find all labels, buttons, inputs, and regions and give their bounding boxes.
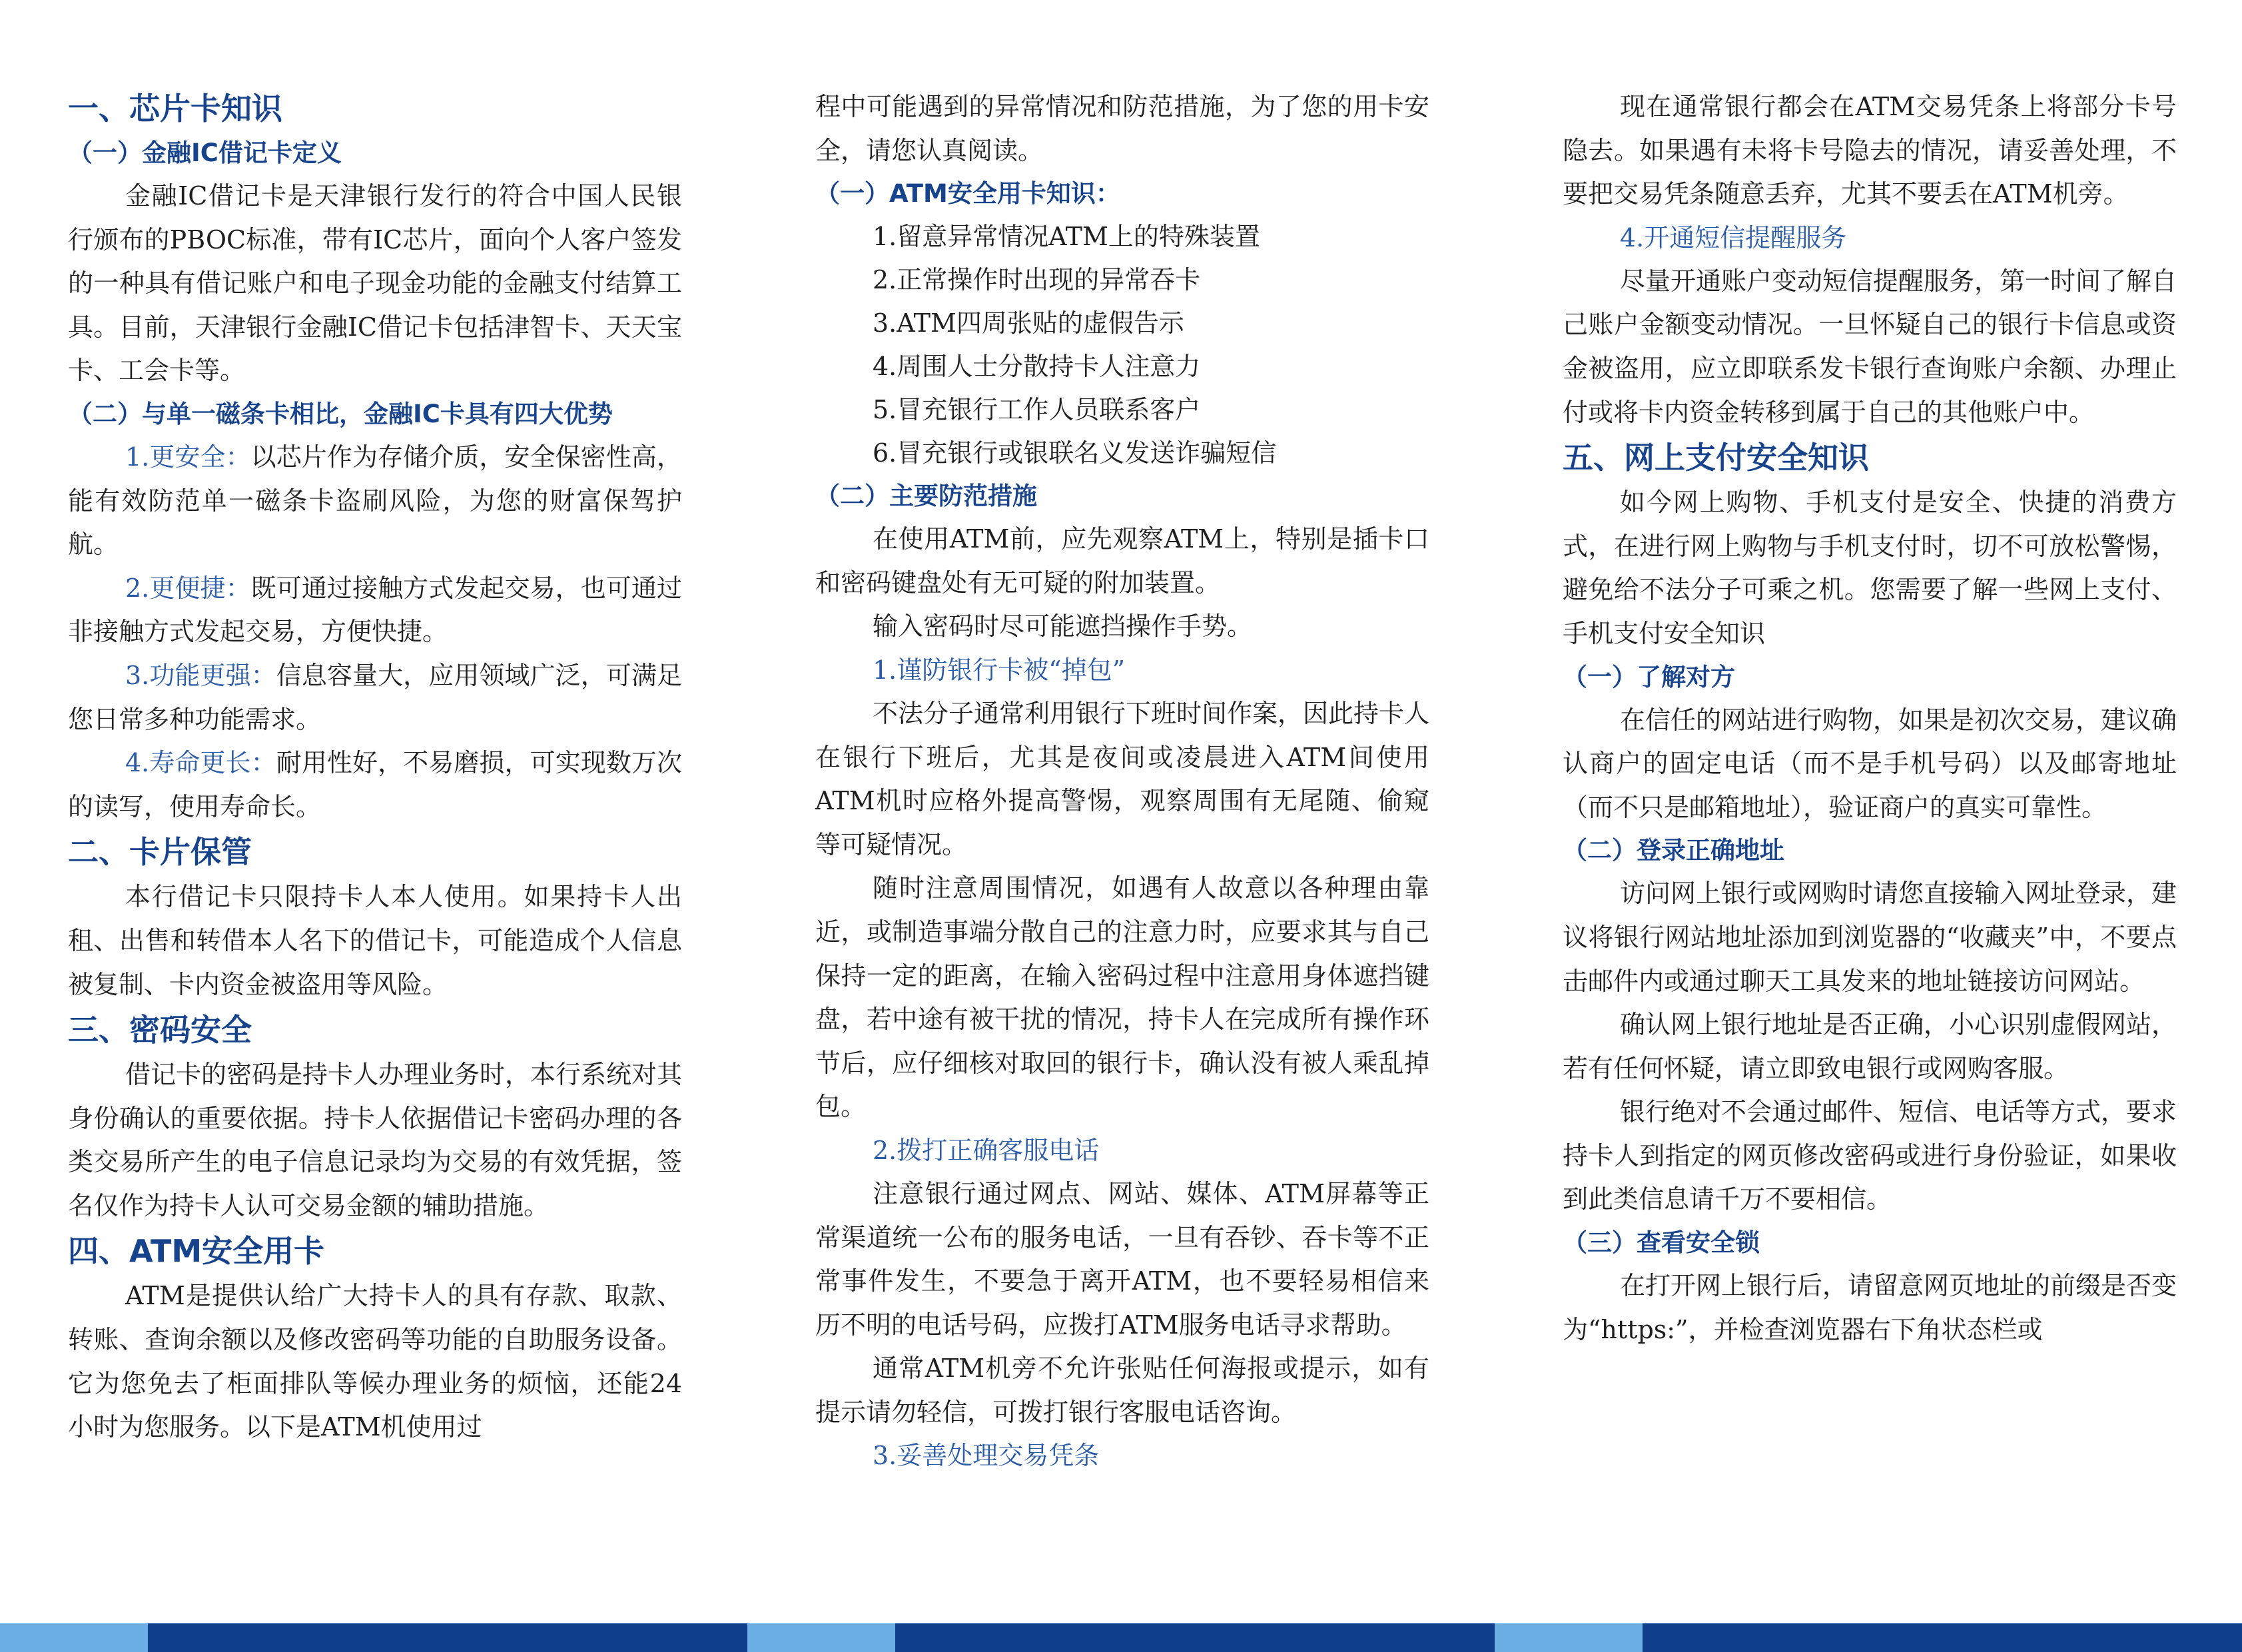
minor-heading-sms-alerts: 4.开通短信提醒服务: [1620, 222, 1847, 252]
advantage-item: [68, 567, 682, 654]
column-3: [1563, 85, 2177, 1352]
advantage-lead: 1.更安全：: [125, 442, 251, 472]
paragraph-card-swap-2: 随时注意周围情况，如遇有人故意以各种理由靠近，或制造事端分散自己的注意力时，应要求其与自己保持一定的距离，在输入密码过程中注意用身体遮挡键盘，若中途有被干扰的情况，持卡人在完成所有操作环节后，应仔细核对取回的银行卡，确认没有被人乘乱掉包。: [815, 873, 1429, 1122]
paragraph-chip-card-definition: 金融IC借记卡是天津银行发行的符合中国人民银行颁布的PBOC标准，带有IC芯片，面向个人客户签发的一种具有借记账户和电子现金功能的金融支付结算工具。目前，天津银行金融IC借记卡包括津智卡、天天宝卡、工会卡等。: [68, 181, 682, 386]
footer-band-segment-light: [1495, 1623, 1643, 1652]
minor-heading-service-phone: 2.拨打正确客服电话: [873, 1135, 1100, 1165]
paragraph-measures-2: 输入密码时尽可能遮挡操作手势。: [873, 612, 1253, 641]
advantage-text: 耐用性好，不易磨损，可实现数万次的读写，使用寿命长。: [68, 748, 682, 821]
list-item: 6.冒充银行或银联名义发送诈骗短信: [873, 438, 1277, 468]
paragraph-security-lock: 在打开网上银行后，请留意网页地址的前缀是否变为“https:”，并检查浏览器右下角状态栏或: [1563, 1271, 2177, 1344]
subheading-main-measures: （二）主要防范措施: [815, 482, 1037, 511]
paragraph-service-phone-1: 注意银行通过网点、网站、媒体、ATM屏幕等正常渠道统一公布的服务电话，一旦有吞钞、吞卡等不正常事件发生，不要急于离开ATM，也不要轻易相信来历不明的电话号码，应拨打ATM服务电话寻求帮助。: [815, 1178, 1429, 1340]
footer-band-segment-light: [747, 1623, 895, 1652]
paragraph-receipts: 现在通常银行都会在ATM交易凭条上将部分卡号隐去。如果遇有未将卡号隐去的情况，请妥善处理，不要把交易凭条随意丢弃，尤其不要丢在ATM机旁。: [1563, 92, 2177, 209]
footer-band-segment-dark: [895, 1623, 1495, 1652]
paragraph-online-payment: 如今网上购物、手机支付是安全、快捷的消费方式，在进行网上购物与手机支付时，切不可放松警惕，避免给不法分子可乘之机。您需要了解一些网上支付、手机支付安全知识: [1563, 488, 2177, 648]
list-item: 2.正常操作时出现的异常吞卡: [873, 265, 1201, 295]
advantage-text: 既可通过接触方式发起交易，也可通过非接触方式发起交易，方便快捷。: [68, 573, 682, 647]
advantage-lead: 2.更便捷：: [125, 573, 251, 603]
paragraph-sms-alerts: 尽量开通账户变动短信提醒服务，第一时间了解自己账户金额变动情况。一旦怀疑自己的银行卡信息或资金被盗用，应立即联系发卡银行查询账户余额、办理止付或将卡内资金转移到属于自己的其他账户中。: [1563, 266, 2177, 427]
list-item: 4.周围人士分散持卡人注意力: [873, 352, 1201, 382]
advantage-lead: 3.功能更强：: [125, 660, 276, 690]
paragraph-card-custody: 本行借记卡只限持卡人本人使用。如果持卡人出租、出售和转借本人名下的借记卡，可能造成个人信息被复制、卡内资金被盗用等风险。: [68, 882, 682, 999]
paragraph-measures-1: 在使用ATM前，应先观察ATM上，特别是插卡口和密码键盘处有无可疑的附加装置。: [815, 524, 1429, 598]
footer-band-segment-light: [0, 1623, 148, 1652]
footer-color-band: [0, 1623, 2242, 1652]
advantage-item: [68, 436, 682, 567]
subheading-atm-knowledge: （一）ATM安全用卡知识：: [815, 179, 1120, 208]
advantage-lead: 4.寿命更长：: [125, 748, 276, 778]
subheading-correct-address: （二）登录正确地址: [1563, 836, 1784, 865]
paragraph-card-swap-1: 不法分子通常利用银行下班时间作案，因此持卡人在银行下班后，尤其是夜间或凌晨进入ATM间使用ATM机时应格外提高警惕，观察周围有无尾随、偷窥等可疑情况。: [815, 698, 1430, 859]
paragraph-correct-address-2: 确认网上银行地址是否正确，小心识别虚假网站，若有任何怀疑，请立即致电银行或网购客服。: [1563, 1010, 2177, 1083]
advantage-text: 以芯片作为存储介质，安全保密性高，能有效防范单一磁条卡盗刷风险，为您的财富保驾护航。: [68, 442, 682, 560]
section-heading-password-security: 三、密码安全: [68, 1012, 252, 1048]
minor-heading-card-swap: 1.谨防银行卡被“掉包”: [873, 655, 1126, 685]
section-heading-chip-card: 一、芯片卡知识: [68, 91, 282, 127]
paragraph-atm-intro: ATM是提供认给广大持卡人的具有存款、取款、转账、查询余额以及修改密码等功能的自助服务设备。它为您免去了柜面排队等候办理业务的烦恼，还能24小时为您服务。以下是ATM机使用过: [68, 1281, 682, 1442]
advantage-item: [68, 654, 682, 741]
paragraph-correct-address-1: 访问网上银行或网购时请您直接输入网址登录，建议将银行网站地址添加到浏览器的“收藏夹”中，不要点击邮件内或通过聊天工具发来的地址链接访问网站。: [1563, 879, 2177, 996]
paragraph-correct-address-3: 银行绝对不会通过邮件、短信、电话等方式，要求持卡人到指定的网页修改密码或进行身份验证，如果收到此类信息请千万不要相信。: [1563, 1097, 2177, 1214]
section-heading-card-custody: 二、卡片保管: [68, 834, 252, 871]
subheading-security-lock: （三）查看安全锁: [1563, 1228, 1760, 1258]
advantage-item: [68, 741, 682, 829]
subheading-chip-card-definition: （一）金融IC借记卡定义: [68, 139, 342, 167]
minor-heading-receipts: 3.妥善处理交易凭条: [873, 1441, 1100, 1471]
list-item: 5.冒充银行工作人员联系客户: [873, 395, 1201, 425]
section-heading-online-payment: 五、网上支付安全知识: [1563, 440, 1869, 476]
list-item: 3.ATM四周张贴的虚假告示: [873, 308, 1184, 338]
list-item: 1.留意异常情况ATM上的特殊装置: [873, 222, 1260, 252]
section-heading-atm-security: 四、ATM安全用卡: [68, 1233, 325, 1270]
column-2: [815, 85, 1429, 1477]
paragraph-atm-intro-continued: 程中可能遇到的异常情况和防范措施，为了您的用卡安全，请您认真阅读。: [815, 92, 1429, 165]
subheading-know-merchant: （一）了解对方: [1563, 662, 1735, 691]
paragraph-know-merchant: 在信任的网站进行购物，如果是初次交易，建议确认商户的固定电话（而不是手机号码）以及邮寄地址（而不只是邮箱地址），验证商户的真实可靠性。: [1563, 705, 2177, 822]
footer-band-segment-dark: [1643, 1623, 2242, 1652]
column-1: [68, 85, 682, 1449]
advantage-text: 信息容量大，应用领域广泛，可满足您日常多种功能需求。: [68, 660, 682, 734]
paragraph-password-security: 借记卡的密码是持卡人办理业务时，本行系统对其身份确认的重要依据。持卡人依据借记卡密码办理的各类交易所产生的电子信息记录均为交易的有效凭据，签名仅作为持卡人认可交易金额的辅助措施。: [68, 1060, 683, 1220]
subheading-chip-card-advantages: （二）与单一磁条卡相比，金融IC卡具有四大优势: [68, 399, 613, 428]
paragraph-service-phone-2: 通常ATM机旁不允许张贴任何海报或提示，如有提示请勿轻信，可拨打银行客服电话咨询。: [815, 1354, 1429, 1427]
footer-band-segment-dark: [148, 1623, 747, 1652]
